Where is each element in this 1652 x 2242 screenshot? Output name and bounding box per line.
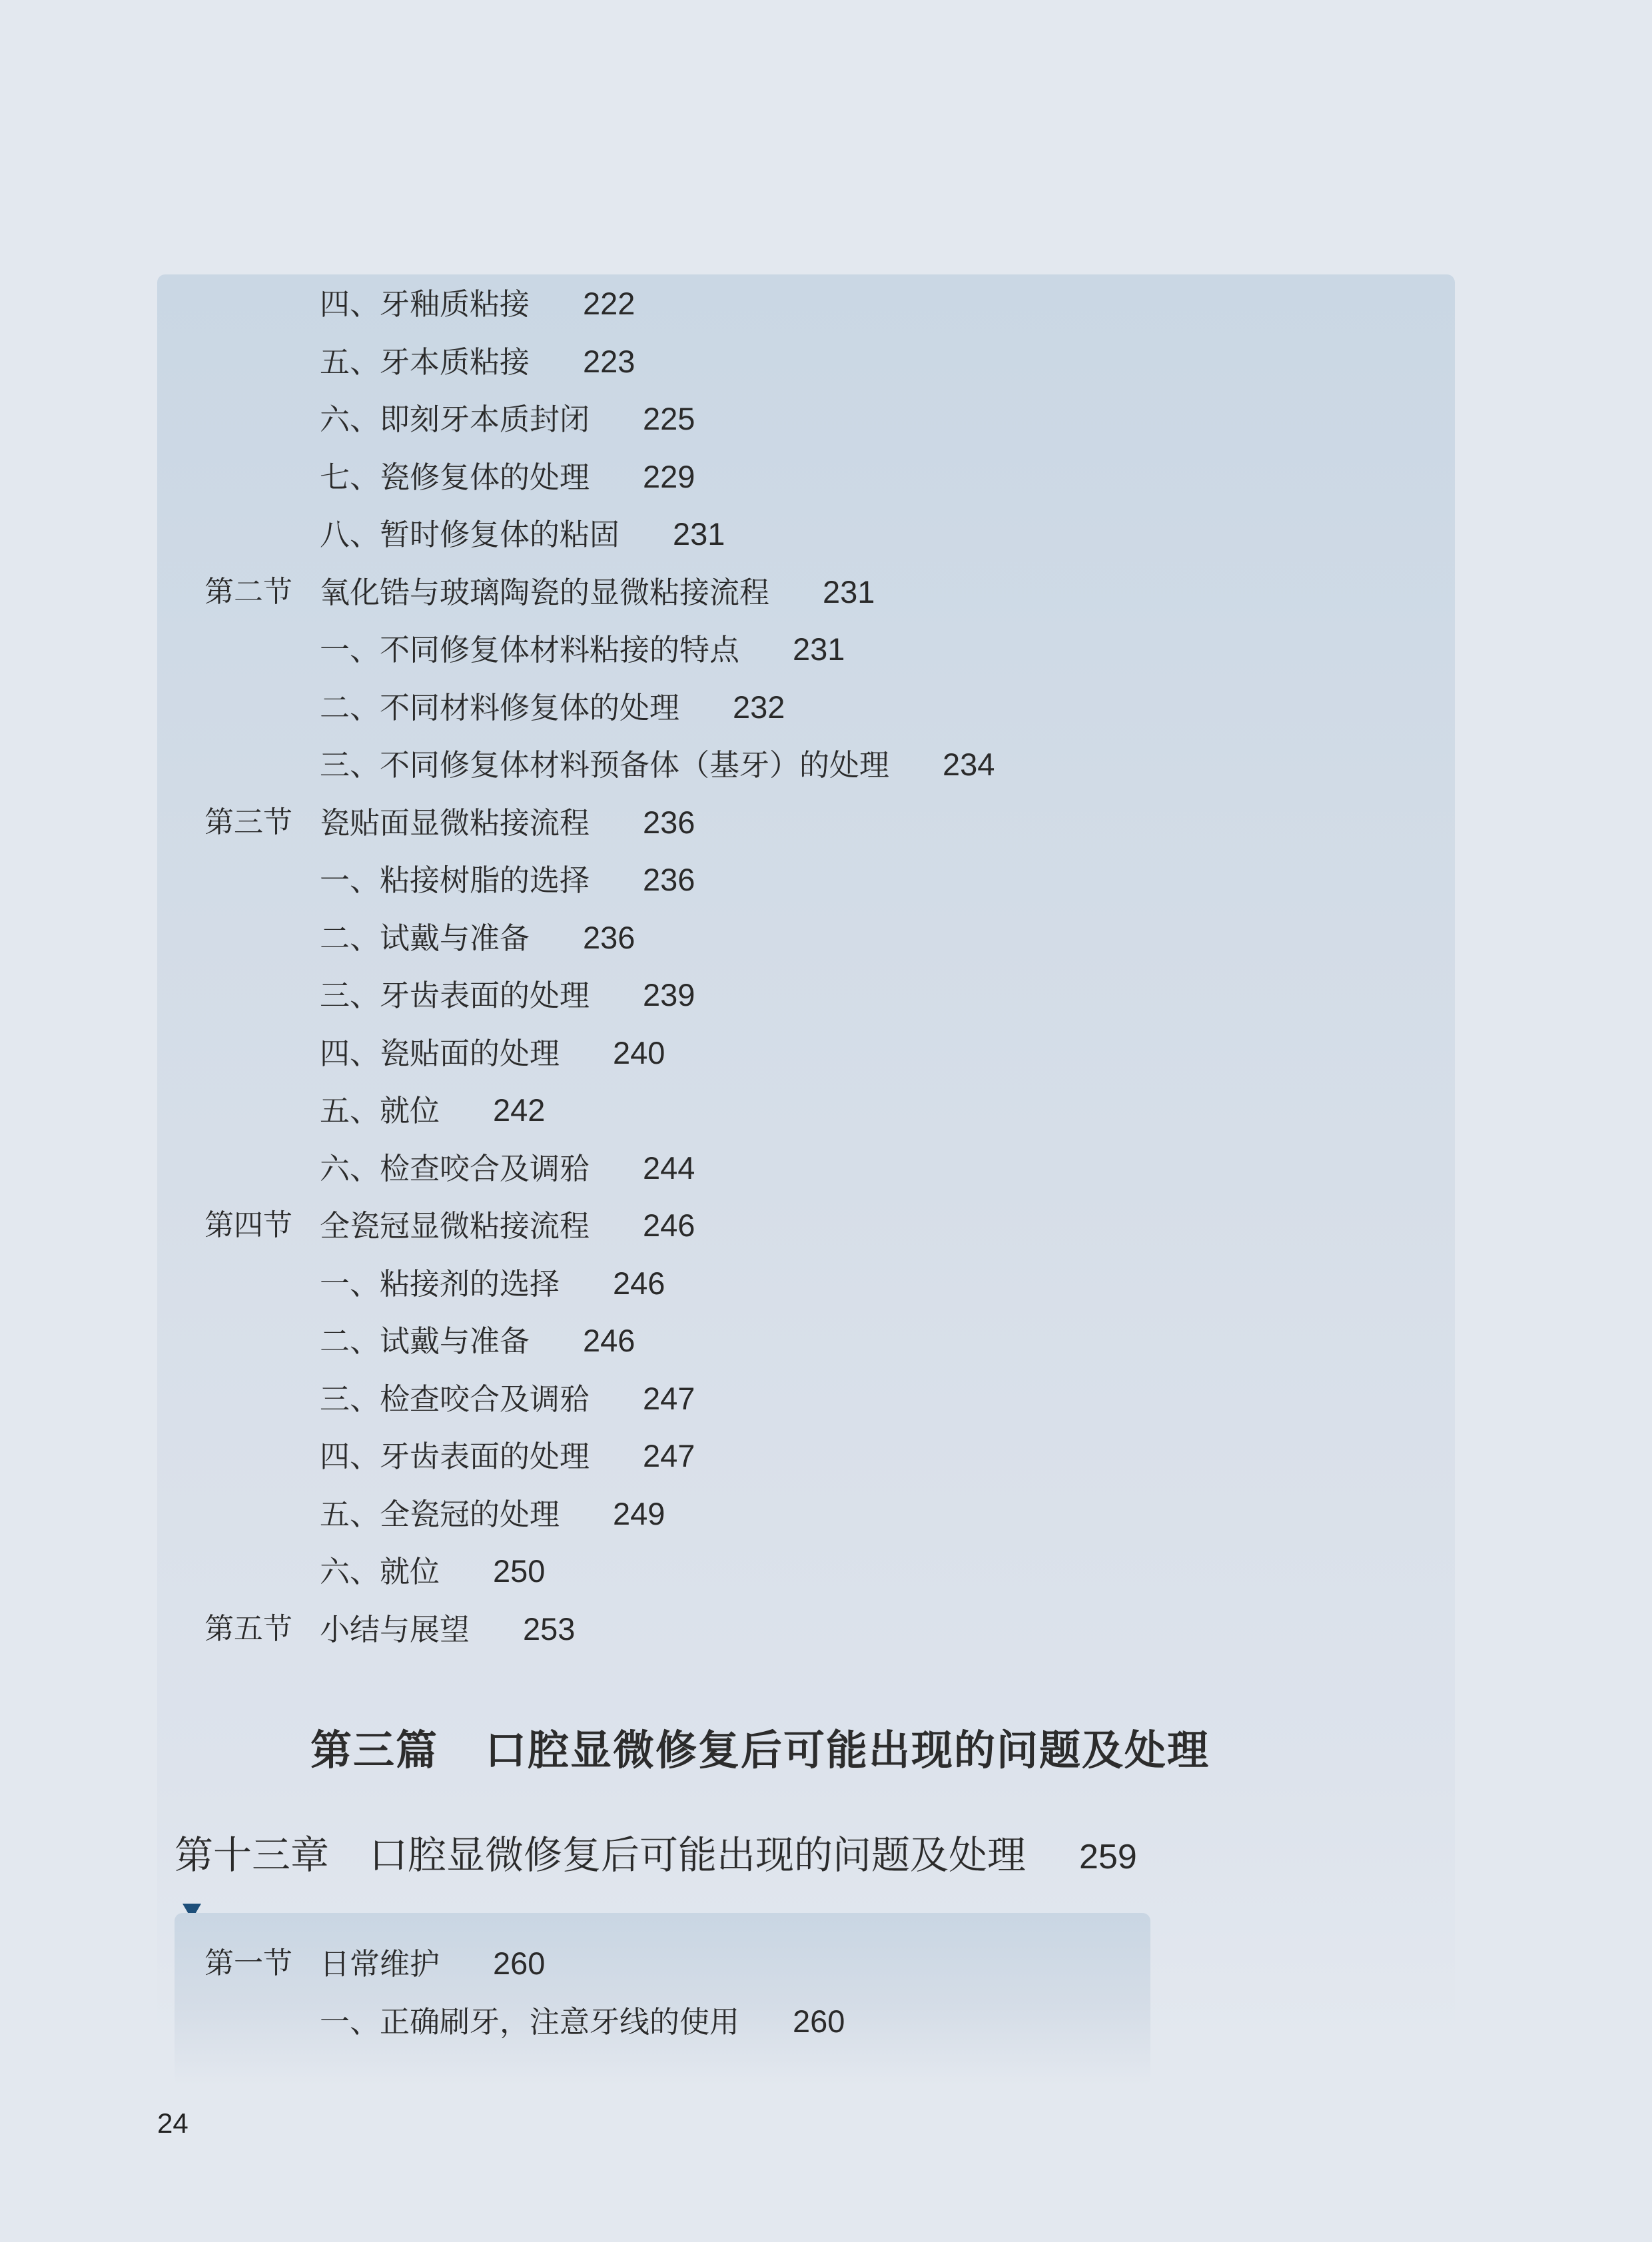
- toc-entry: [320, 1944, 545, 1984]
- section-number: 第一节: [205, 1946, 292, 1980]
- toc-page: 239: [643, 977, 695, 1012]
- toc-title: 六、就位: [320, 1554, 440, 1589]
- toc-entry: [320, 975, 695, 1016]
- toc-entry: [320, 803, 695, 843]
- toc-entry: [320, 629, 845, 670]
- toc-entry: [320, 342, 635, 382]
- toc-title: 四、牙齿表面的处理: [320, 1439, 590, 1474]
- toc-page: 232: [733, 689, 785, 725]
- chapter-number: 第十三章: [175, 1832, 330, 1878]
- toc-page: 223: [583, 343, 635, 379]
- part-name: 口腔显微修复后可能出现的问题及处理: [485, 1726, 1210, 1774]
- toc-page: 260: [493, 1946, 546, 1981]
- toc-title: 氧化锆与玻璃陶瓷的显微粘接流程: [320, 574, 770, 610]
- toc-page: 225: [643, 401, 695, 436]
- toc-title: 二、试戴与准备: [320, 1323, 530, 1359]
- toc-title: 一、粘接剂的选择: [320, 1266, 560, 1302]
- toc-page: 231: [823, 573, 875, 609]
- toc-title: 二、不同材料修复体的处理: [320, 689, 680, 725]
- toc-page: 246: [613, 1265, 665, 1301]
- toc-page: 247: [643, 1438, 695, 1473]
- toc-page: 253: [523, 1611, 576, 1647]
- chapter-toc-panel: [175, 1913, 1150, 2086]
- toc-title: 四、牙釉质粘接: [320, 286, 530, 322]
- toc-title: 七、瓷修复体的处理: [320, 459, 590, 495]
- toc-entry: [320, 1551, 545, 1592]
- toc-page: 236: [643, 804, 695, 840]
- section-number: 第三节: [205, 805, 292, 839]
- toc-entry: [320, 284, 635, 324]
- toc-page: 236: [583, 919, 635, 955]
- toc-title: 三、不同修复体材料预备体（基牙）的处理: [320, 747, 890, 783]
- page-number: 24: [157, 2107, 189, 2139]
- toc-page: 246: [583, 1323, 635, 1358]
- section-number: 第四节: [205, 1208, 292, 1242]
- part-title: [310, 1724, 1210, 1777]
- toc-title: 五、牙本质粘接: [320, 344, 530, 380]
- toc-entry: [320, 1206, 695, 1246]
- toc-entry: [320, 918, 635, 958]
- toc-title: 小结与展望: [320, 1611, 470, 1647]
- toc-title: 三、检查咬合及调𬌗: [320, 1381, 590, 1417]
- toc-entry: [320, 1148, 695, 1189]
- toc-entry: [320, 745, 995, 785]
- toc-page: 260: [793, 2003, 845, 2039]
- toc-title: 四、瓷贴面的处理: [320, 1035, 560, 1071]
- toc-entry: [320, 1609, 575, 1650]
- toc-entry: [320, 457, 695, 498]
- toc-page: 246: [643, 1208, 695, 1243]
- toc-entry: [320, 1494, 665, 1535]
- toc-page: 244: [643, 1150, 695, 1186]
- chapter-title[interactable]: [175, 1828, 1137, 1882]
- toc-page: 236: [643, 862, 695, 897]
- section-number: 第五节: [205, 1611, 292, 1646]
- toc-title: 三、牙齿表面的处理: [320, 978, 590, 1013]
- chapter-page: 259: [1079, 1838, 1137, 1876]
- toc-entry: [320, 860, 695, 901]
- toc-entry: [320, 2002, 845, 2042]
- toc-page: 247: [643, 1380, 695, 1416]
- toc-title: 一、粘接树脂的选择: [320, 863, 590, 898]
- toc-entry: [320, 1321, 635, 1361]
- toc-page: 222: [583, 286, 635, 321]
- toc-page: 240: [613, 1034, 665, 1070]
- toc-entry: [320, 1436, 695, 1477]
- toc-title: 六、检查咬合及调𬌗: [320, 1150, 590, 1186]
- toc-title: 日常维护: [320, 1946, 440, 1982]
- toc-title: 一、正确刷牙，注意牙线的使用: [320, 2004, 740, 2040]
- toc-page: 250: [493, 1553, 546, 1589]
- part-number: 第三篇: [310, 1726, 439, 1774]
- toc-entry: [320, 1264, 665, 1304]
- toc-title: 八、暂时修复体的粘固: [320, 517, 620, 552]
- toc-page: 231: [673, 516, 725, 552]
- toc-title: 全瓷冠显微粘接流程: [320, 1208, 590, 1244]
- toc-entry: [320, 399, 695, 440]
- toc-page: 242: [493, 1092, 546, 1128]
- toc-title: 六、即刻牙本质封闭: [320, 402, 590, 437]
- toc-page: 229: [643, 458, 695, 494]
- section-number: 第二节: [205, 574, 292, 609]
- toc-entry: [320, 514, 725, 555]
- toc-page: 231: [793, 631, 845, 667]
- toc-title: 五、就位: [320, 1093, 440, 1128]
- chapter-name: 口腔显微修复后可能出现的问题及处理: [369, 1832, 1027, 1878]
- toc-entry: [320, 687, 785, 728]
- toc-title: 一、不同修复体材料粘接的特点: [320, 632, 740, 667]
- toc-entry: [320, 1090, 545, 1131]
- toc-page: 234: [943, 747, 995, 782]
- toc-page: 249: [613, 1495, 665, 1531]
- toc-entry: [320, 1033, 665, 1074]
- toc-title: 瓷贴面显微粘接流程: [320, 805, 590, 841]
- toc-entry: [320, 1379, 695, 1419]
- toc-entry: [320, 572, 875, 613]
- toc-title: 五、全瓷冠的处理: [320, 1496, 560, 1532]
- toc-title: 二、试戴与准备: [320, 920, 530, 956]
